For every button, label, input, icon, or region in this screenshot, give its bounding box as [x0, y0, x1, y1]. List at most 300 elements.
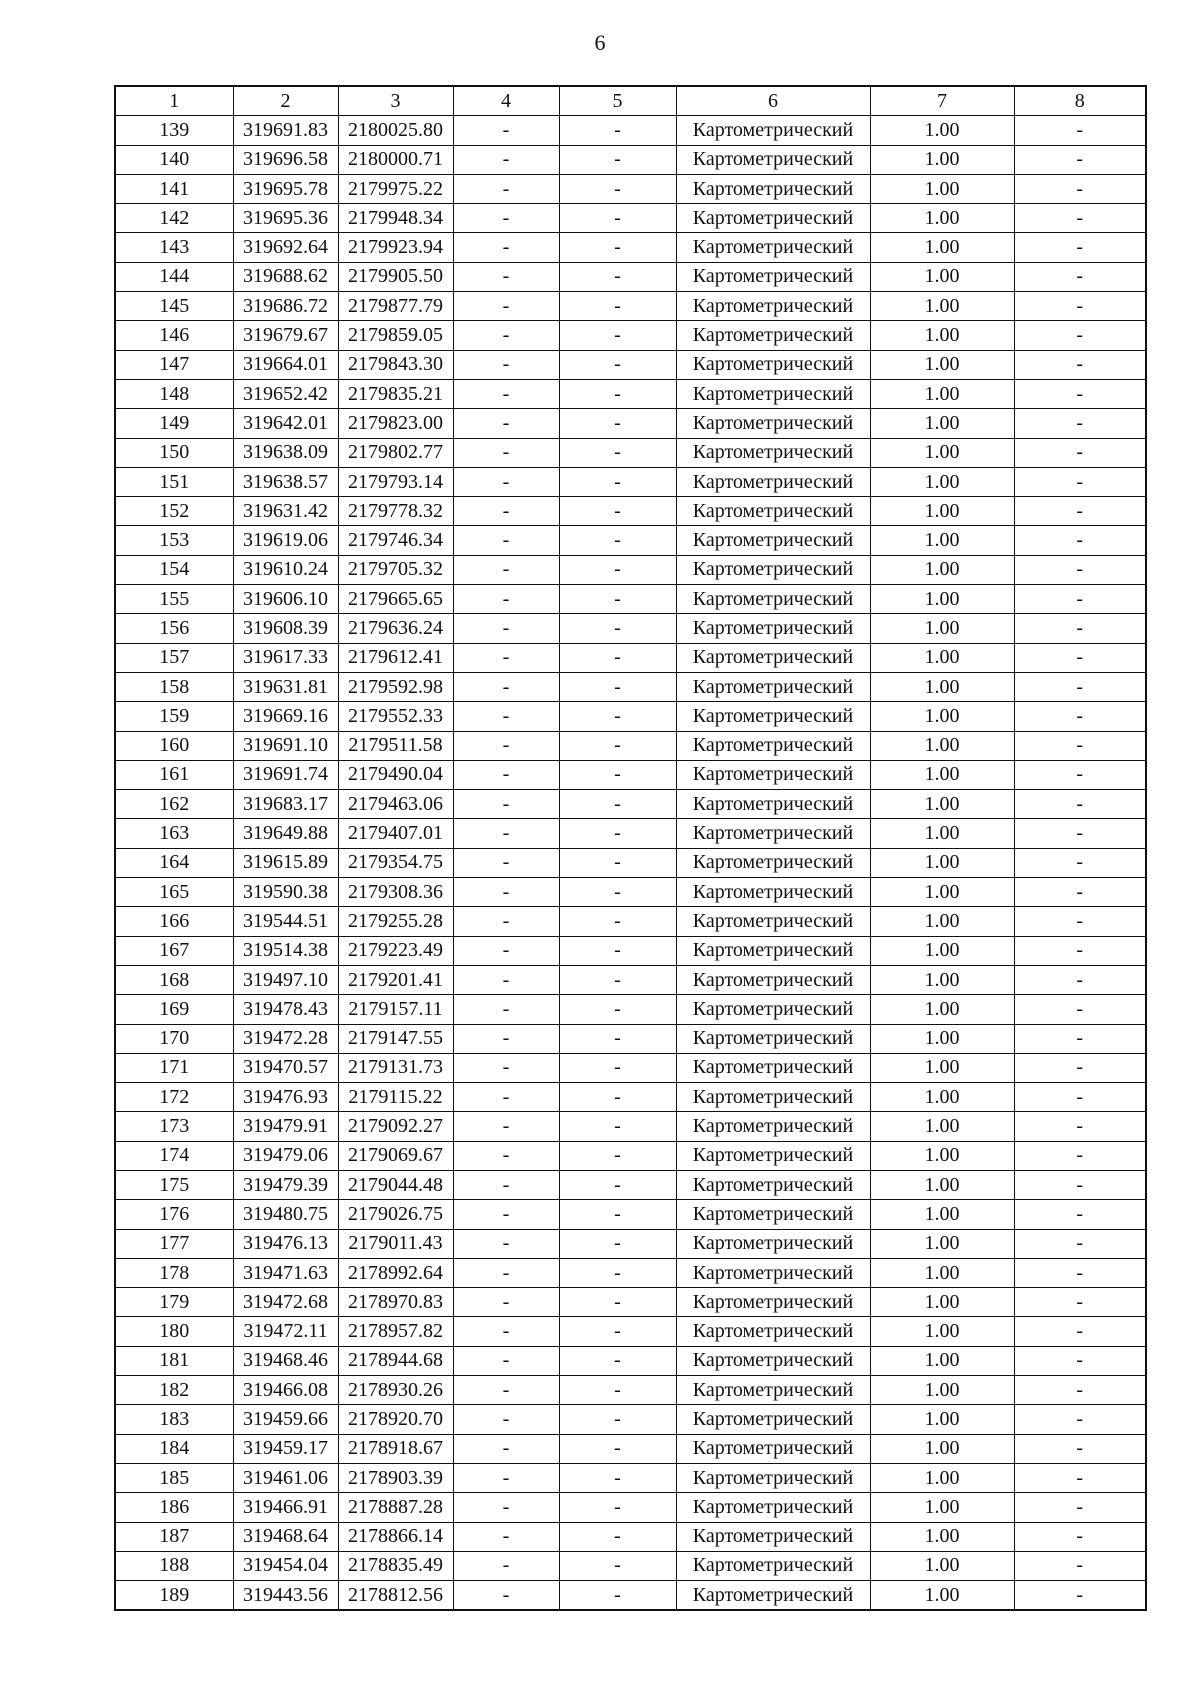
col4-cell: -: [453, 438, 559, 467]
col5-cell: -: [559, 1551, 676, 1580]
point-number-cell: 142: [115, 204, 233, 233]
x-coordinate-cell: 319652.42: [233, 379, 338, 408]
method-cell: Картометрический: [676, 702, 870, 731]
col4-cell: -: [453, 409, 559, 438]
col4-cell: -: [453, 321, 559, 350]
col5-cell: -: [559, 848, 676, 877]
col5-cell: -: [559, 467, 676, 496]
table-row: [115, 438, 1146, 467]
col4-cell: -: [453, 233, 559, 262]
point-number-cell: 149: [115, 409, 233, 438]
y-coordinate-cell: 2178812.56: [338, 1581, 453, 1611]
accuracy-cell: 1.00: [870, 233, 1014, 262]
accuracy-cell: 1.00: [870, 204, 1014, 233]
x-coordinate-cell: 319606.10: [233, 585, 338, 614]
table-row: [115, 116, 1146, 145]
accuracy-cell: 1.00: [870, 379, 1014, 408]
col8-cell: -: [1014, 1493, 1146, 1522]
point-number-cell: 164: [115, 848, 233, 877]
col5-cell: -: [559, 1200, 676, 1229]
method-cell: Картометрический: [676, 790, 870, 819]
x-coordinate-cell: 319686.72: [233, 292, 338, 321]
accuracy-cell: 1.00: [870, 116, 1014, 145]
col8-cell: -: [1014, 350, 1146, 379]
y-coordinate-cell: 2179705.32: [338, 555, 453, 584]
table-row: [115, 1405, 1146, 1434]
col4-cell: -: [453, 585, 559, 614]
x-coordinate-cell: 319610.24: [233, 555, 338, 584]
col8-cell: -: [1014, 995, 1146, 1024]
method-cell: Картометрический: [676, 848, 870, 877]
col4-cell: -: [453, 790, 559, 819]
col8-cell: -: [1014, 760, 1146, 789]
table-row: [115, 1200, 1146, 1229]
y-coordinate-cell: 2179778.32: [338, 497, 453, 526]
method-cell: Картометрический: [676, 1170, 870, 1199]
y-coordinate-cell: 2179255.28: [338, 907, 453, 936]
col8-cell: -: [1014, 233, 1146, 262]
col8-cell: -: [1014, 965, 1146, 994]
accuracy-cell: 1.00: [870, 1288, 1014, 1317]
col4-cell: -: [453, 1083, 559, 1112]
method-cell: Картометрический: [676, 379, 870, 408]
method-cell: Картометрический: [676, 350, 870, 379]
point-number-cell: 173: [115, 1112, 233, 1141]
y-coordinate-cell: 2179552.33: [338, 702, 453, 731]
y-coordinate-cell: 2179092.27: [338, 1112, 453, 1141]
col5-cell: -: [559, 1083, 676, 1112]
table-row: [115, 1083, 1146, 1112]
col4-cell: -: [453, 848, 559, 877]
x-coordinate-cell: 319497.10: [233, 965, 338, 994]
x-coordinate-cell: 319466.91: [233, 1493, 338, 1522]
y-coordinate-cell: 2178866.14: [338, 1522, 453, 1551]
accuracy-cell: 1.00: [870, 262, 1014, 291]
table-row: [115, 1112, 1146, 1141]
method-cell: Картометрический: [676, 1551, 870, 1580]
col5-cell: -: [559, 1463, 676, 1492]
method-cell: Картометрический: [676, 878, 870, 907]
method-cell: Картометрический: [676, 936, 870, 965]
point-number-cell: 176: [115, 1200, 233, 1229]
y-coordinate-cell: 2179011.43: [338, 1229, 453, 1258]
method-cell: Картометрический: [676, 321, 870, 350]
col4-cell: -: [453, 1346, 559, 1375]
table-row: [115, 672, 1146, 701]
point-number-cell: 180: [115, 1317, 233, 1346]
y-coordinate-cell: 2179665.65: [338, 585, 453, 614]
y-coordinate-cell: 2180000.71: [338, 145, 453, 174]
accuracy-cell: 1.00: [870, 995, 1014, 1024]
accuracy-cell: 1.00: [870, 731, 1014, 760]
col4-cell: -: [453, 1434, 559, 1463]
col4-cell: -: [453, 467, 559, 496]
point-number-cell: 140: [115, 145, 233, 174]
x-coordinate-cell: 319470.57: [233, 1053, 338, 1082]
table-row: [115, 409, 1146, 438]
x-coordinate-cell: 319472.28: [233, 1024, 338, 1053]
y-coordinate-cell: 2179147.55: [338, 1024, 453, 1053]
col5-cell: -: [559, 204, 676, 233]
col5-cell: -: [559, 1405, 676, 1434]
table-row: [115, 1288, 1146, 1317]
table-row: [115, 965, 1146, 994]
x-coordinate-cell: 319479.91: [233, 1112, 338, 1141]
y-coordinate-cell: 2179131.73: [338, 1053, 453, 1082]
point-number-cell: 189: [115, 1581, 233, 1611]
method-cell: Картометрический: [676, 1493, 870, 1522]
table-row: [115, 321, 1146, 350]
col8-cell: -: [1014, 1112, 1146, 1141]
col5-cell: -: [559, 174, 676, 203]
y-coordinate-cell: 2179859.05: [338, 321, 453, 350]
col4-cell: -: [453, 1170, 559, 1199]
x-coordinate-cell: 319619.06: [233, 526, 338, 555]
col5-cell: -: [559, 936, 676, 965]
accuracy-cell: 1.00: [870, 790, 1014, 819]
col8-cell: -: [1014, 819, 1146, 848]
point-number-cell: 159: [115, 702, 233, 731]
col5-cell: -: [559, 731, 676, 760]
col5-cell: -: [559, 350, 676, 379]
col4-cell: -: [453, 116, 559, 145]
y-coordinate-cell: 2179592.98: [338, 672, 453, 701]
accuracy-cell: 1.00: [870, 907, 1014, 936]
col4-cell: -: [453, 1551, 559, 1580]
col4-cell: -: [453, 819, 559, 848]
col8-cell: -: [1014, 116, 1146, 145]
accuracy-cell: 1.00: [870, 555, 1014, 584]
col8-cell: -: [1014, 1346, 1146, 1375]
method-cell: Картометрический: [676, 438, 870, 467]
x-coordinate-cell: 319696.58: [233, 145, 338, 174]
point-number-cell: 152: [115, 497, 233, 526]
y-coordinate-cell: 2179463.06: [338, 790, 453, 819]
point-number-cell: 165: [115, 878, 233, 907]
y-coordinate-cell: 2179843.30: [338, 350, 453, 379]
col5-cell: -: [559, 438, 676, 467]
method-cell: Картометрический: [676, 760, 870, 789]
x-coordinate-cell: 319617.33: [233, 643, 338, 672]
col8-cell: -: [1014, 1170, 1146, 1199]
y-coordinate-cell: 2178903.39: [338, 1463, 453, 1492]
table-row: [115, 936, 1146, 965]
accuracy-cell: 1.00: [870, 1258, 1014, 1287]
point-number-cell: 167: [115, 936, 233, 965]
point-number-cell: 162: [115, 790, 233, 819]
accuracy-cell: 1.00: [870, 1551, 1014, 1580]
method-cell: Картометрический: [676, 731, 870, 760]
col5-cell: -: [559, 965, 676, 994]
method-cell: Картометрический: [676, 409, 870, 438]
accuracy-cell: 1.00: [870, 936, 1014, 965]
col8-cell: -: [1014, 907, 1146, 936]
method-cell: Картометрический: [676, 1053, 870, 1082]
col8-cell: -: [1014, 409, 1146, 438]
x-coordinate-cell: 319638.57: [233, 467, 338, 496]
table-row: [115, 262, 1146, 291]
accuracy-cell: 1.00: [870, 1522, 1014, 1551]
col4-cell: -: [453, 1493, 559, 1522]
col4-cell: -: [453, 1053, 559, 1082]
y-coordinate-cell: 2179490.04: [338, 760, 453, 789]
accuracy-cell: 1.00: [870, 1141, 1014, 1170]
col8-cell: -: [1014, 585, 1146, 614]
point-number-cell: 169: [115, 995, 233, 1024]
col4-cell: -: [453, 497, 559, 526]
point-number-cell: 160: [115, 731, 233, 760]
col4-cell: -: [453, 379, 559, 408]
y-coordinate-cell: 2179201.41: [338, 965, 453, 994]
table-row: [115, 907, 1146, 936]
col5-cell: -: [559, 1581, 676, 1611]
col8-cell: -: [1014, 497, 1146, 526]
method-cell: Картометрический: [676, 1346, 870, 1375]
x-coordinate-cell: 319479.06: [233, 1141, 338, 1170]
x-coordinate-cell: 319669.16: [233, 702, 338, 731]
point-number-cell: 175: [115, 1170, 233, 1199]
col4-cell: -: [453, 1463, 559, 1492]
col4-cell: -: [453, 878, 559, 907]
point-number-cell: 179: [115, 1288, 233, 1317]
y-coordinate-cell: 2179905.50: [338, 262, 453, 291]
col4-cell: -: [453, 995, 559, 1024]
x-coordinate-cell: 319478.43: [233, 995, 338, 1024]
x-coordinate-cell: 319692.64: [233, 233, 338, 262]
col5-cell: -: [559, 145, 676, 174]
x-coordinate-cell: 319480.75: [233, 1200, 338, 1229]
point-number-cell: 188: [115, 1551, 233, 1580]
col8-cell: -: [1014, 321, 1146, 350]
table-row: [115, 995, 1146, 1024]
method-cell: Картометрический: [676, 1141, 870, 1170]
col8-cell: -: [1014, 526, 1146, 555]
table-body: [115, 116, 1146, 1611]
x-coordinate-cell: 319471.63: [233, 1258, 338, 1287]
column-header: 5: [559, 86, 676, 116]
col4-cell: -: [453, 1405, 559, 1434]
col4-cell: -: [453, 672, 559, 701]
method-cell: Картометрический: [676, 907, 870, 936]
method-cell: Картометрический: [676, 1229, 870, 1258]
point-number-cell: 185: [115, 1463, 233, 1492]
col8-cell: -: [1014, 1083, 1146, 1112]
point-number-cell: 166: [115, 907, 233, 936]
method-cell: Картометрический: [676, 672, 870, 701]
point-number-cell: 157: [115, 643, 233, 672]
point-number-cell: 151: [115, 467, 233, 496]
col5-cell: -: [559, 1229, 676, 1258]
method-cell: Картометрический: [676, 467, 870, 496]
point-number-cell: 163: [115, 819, 233, 848]
y-coordinate-cell: 2179975.22: [338, 174, 453, 203]
point-number-cell: 182: [115, 1376, 233, 1405]
x-coordinate-cell: 319664.01: [233, 350, 338, 379]
x-coordinate-cell: 319476.93: [233, 1083, 338, 1112]
x-coordinate-cell: 319695.78: [233, 174, 338, 203]
table-row: [115, 467, 1146, 496]
x-coordinate-cell: 319590.38: [233, 878, 338, 907]
point-number-cell: 168: [115, 965, 233, 994]
col4-cell: -: [453, 1024, 559, 1053]
y-coordinate-cell: 2178835.49: [338, 1551, 453, 1580]
accuracy-cell: 1.00: [870, 819, 1014, 848]
col8-cell: -: [1014, 1434, 1146, 1463]
table-row: [115, 1581, 1146, 1611]
table-row: [115, 731, 1146, 760]
method-cell: Картометрический: [676, 233, 870, 262]
accuracy-cell: 1.00: [870, 672, 1014, 701]
col5-cell: -: [559, 819, 676, 848]
col4-cell: -: [453, 350, 559, 379]
col4-cell: -: [453, 1200, 559, 1229]
method-cell: Картометрический: [676, 614, 870, 643]
col8-cell: -: [1014, 702, 1146, 731]
col4-cell: -: [453, 936, 559, 965]
accuracy-cell: 1.00: [870, 174, 1014, 203]
col5-cell: -: [559, 995, 676, 1024]
y-coordinate-cell: 2179223.49: [338, 936, 453, 965]
y-coordinate-cell: 2179823.00: [338, 409, 453, 438]
col8-cell: -: [1014, 438, 1146, 467]
col5-cell: -: [559, 1053, 676, 1082]
y-coordinate-cell: 2179802.77: [338, 438, 453, 467]
col8-cell: -: [1014, 1522, 1146, 1551]
col5-cell: -: [559, 907, 676, 936]
col4-cell: -: [453, 1376, 559, 1405]
x-coordinate-cell: 319679.67: [233, 321, 338, 350]
table-row: [115, 760, 1146, 789]
col4-cell: -: [453, 1141, 559, 1170]
col4-cell: -: [453, 965, 559, 994]
point-number-cell: 148: [115, 379, 233, 408]
table-row: [115, 819, 1146, 848]
point-number-cell: 178: [115, 1258, 233, 1287]
col4-cell: -: [453, 145, 559, 174]
accuracy-cell: 1.00: [870, 585, 1014, 614]
accuracy-cell: 1.00: [870, 1434, 1014, 1463]
col8-cell: -: [1014, 643, 1146, 672]
col4-cell: -: [453, 292, 559, 321]
col5-cell: -: [559, 790, 676, 819]
col4-cell: -: [453, 760, 559, 789]
y-coordinate-cell: 2179115.22: [338, 1083, 453, 1112]
accuracy-cell: 1.00: [870, 1346, 1014, 1375]
col8-cell: -: [1014, 672, 1146, 701]
col8-cell: -: [1014, 1463, 1146, 1492]
point-number-cell: 154: [115, 555, 233, 584]
col8-cell: -: [1014, 1551, 1146, 1580]
method-cell: Картометрический: [676, 1317, 870, 1346]
col4-cell: -: [453, 1317, 559, 1346]
x-coordinate-cell: 319459.17: [233, 1434, 338, 1463]
col8-cell: -: [1014, 379, 1146, 408]
table-row: [115, 1229, 1146, 1258]
col5-cell: -: [559, 526, 676, 555]
table-row: [115, 1141, 1146, 1170]
col4-cell: -: [453, 204, 559, 233]
table-row: [115, 1317, 1146, 1346]
col8-cell: -: [1014, 936, 1146, 965]
method-cell: Картометрический: [676, 526, 870, 555]
col4-cell: -: [453, 1581, 559, 1611]
col5-cell: -: [559, 555, 676, 584]
col4-cell: -: [453, 614, 559, 643]
point-number-cell: 158: [115, 672, 233, 701]
col8-cell: -: [1014, 262, 1146, 291]
table-row: [115, 350, 1146, 379]
accuracy-cell: 1.00: [870, 145, 1014, 174]
y-coordinate-cell: 2179835.21: [338, 379, 453, 408]
x-coordinate-cell: 319691.83: [233, 116, 338, 145]
col5-cell: -: [559, 1346, 676, 1375]
y-coordinate-cell: 2179636.24: [338, 614, 453, 643]
table-row: [115, 233, 1146, 262]
method-cell: Картометрический: [676, 1083, 870, 1112]
table-row: [115, 204, 1146, 233]
accuracy-cell: 1.00: [870, 1112, 1014, 1141]
col5-cell: -: [559, 760, 676, 789]
y-coordinate-cell: 2178970.83: [338, 1288, 453, 1317]
x-coordinate-cell: 319631.81: [233, 672, 338, 701]
y-coordinate-cell: 2179612.41: [338, 643, 453, 672]
method-cell: Картометрический: [676, 585, 870, 614]
x-coordinate-cell: 319514.38: [233, 936, 338, 965]
table-row: [115, 555, 1146, 584]
accuracy-cell: 1.00: [870, 1405, 1014, 1434]
point-number-cell: 161: [115, 760, 233, 789]
accuracy-cell: 1.00: [870, 1200, 1014, 1229]
col5-cell: -: [559, 409, 676, 438]
accuracy-cell: 1.00: [870, 292, 1014, 321]
col8-cell: -: [1014, 1024, 1146, 1053]
accuracy-cell: 1.00: [870, 643, 1014, 672]
y-coordinate-cell: 2178992.64: [338, 1258, 453, 1287]
col4-cell: -: [453, 1258, 559, 1287]
col8-cell: -: [1014, 204, 1146, 233]
table-row: [115, 1258, 1146, 1287]
col8-cell: -: [1014, 1200, 1146, 1229]
accuracy-cell: 1.00: [870, 1170, 1014, 1199]
point-number-cell: 184: [115, 1434, 233, 1463]
col8-cell: -: [1014, 467, 1146, 496]
x-coordinate-cell: 319466.08: [233, 1376, 338, 1405]
x-coordinate-cell: 319608.39: [233, 614, 338, 643]
y-coordinate-cell: 2179308.36: [338, 878, 453, 907]
y-coordinate-cell: 2178957.82: [338, 1317, 453, 1346]
y-coordinate-cell: 2179157.11: [338, 995, 453, 1024]
col8-cell: -: [1014, 1053, 1146, 1082]
col4-cell: -: [453, 174, 559, 203]
point-number-cell: 139: [115, 116, 233, 145]
method-cell: Картометрический: [676, 497, 870, 526]
col8-cell: -: [1014, 1258, 1146, 1287]
col4-cell: -: [453, 1522, 559, 1551]
y-coordinate-cell: 2179923.94: [338, 233, 453, 262]
point-number-cell: 153: [115, 526, 233, 555]
point-number-cell: 183: [115, 1405, 233, 1434]
method-cell: Картометрический: [676, 1112, 870, 1141]
x-coordinate-cell: 319472.11: [233, 1317, 338, 1346]
point-number-cell: 177: [115, 1229, 233, 1258]
point-number-cell: 172: [115, 1083, 233, 1112]
table-header-row: [115, 86, 1146, 116]
table-row: [115, 497, 1146, 526]
col8-cell: -: [1014, 1229, 1146, 1258]
table-row: [115, 1522, 1146, 1551]
x-coordinate-cell: 319472.68: [233, 1288, 338, 1317]
table-row: [115, 790, 1146, 819]
